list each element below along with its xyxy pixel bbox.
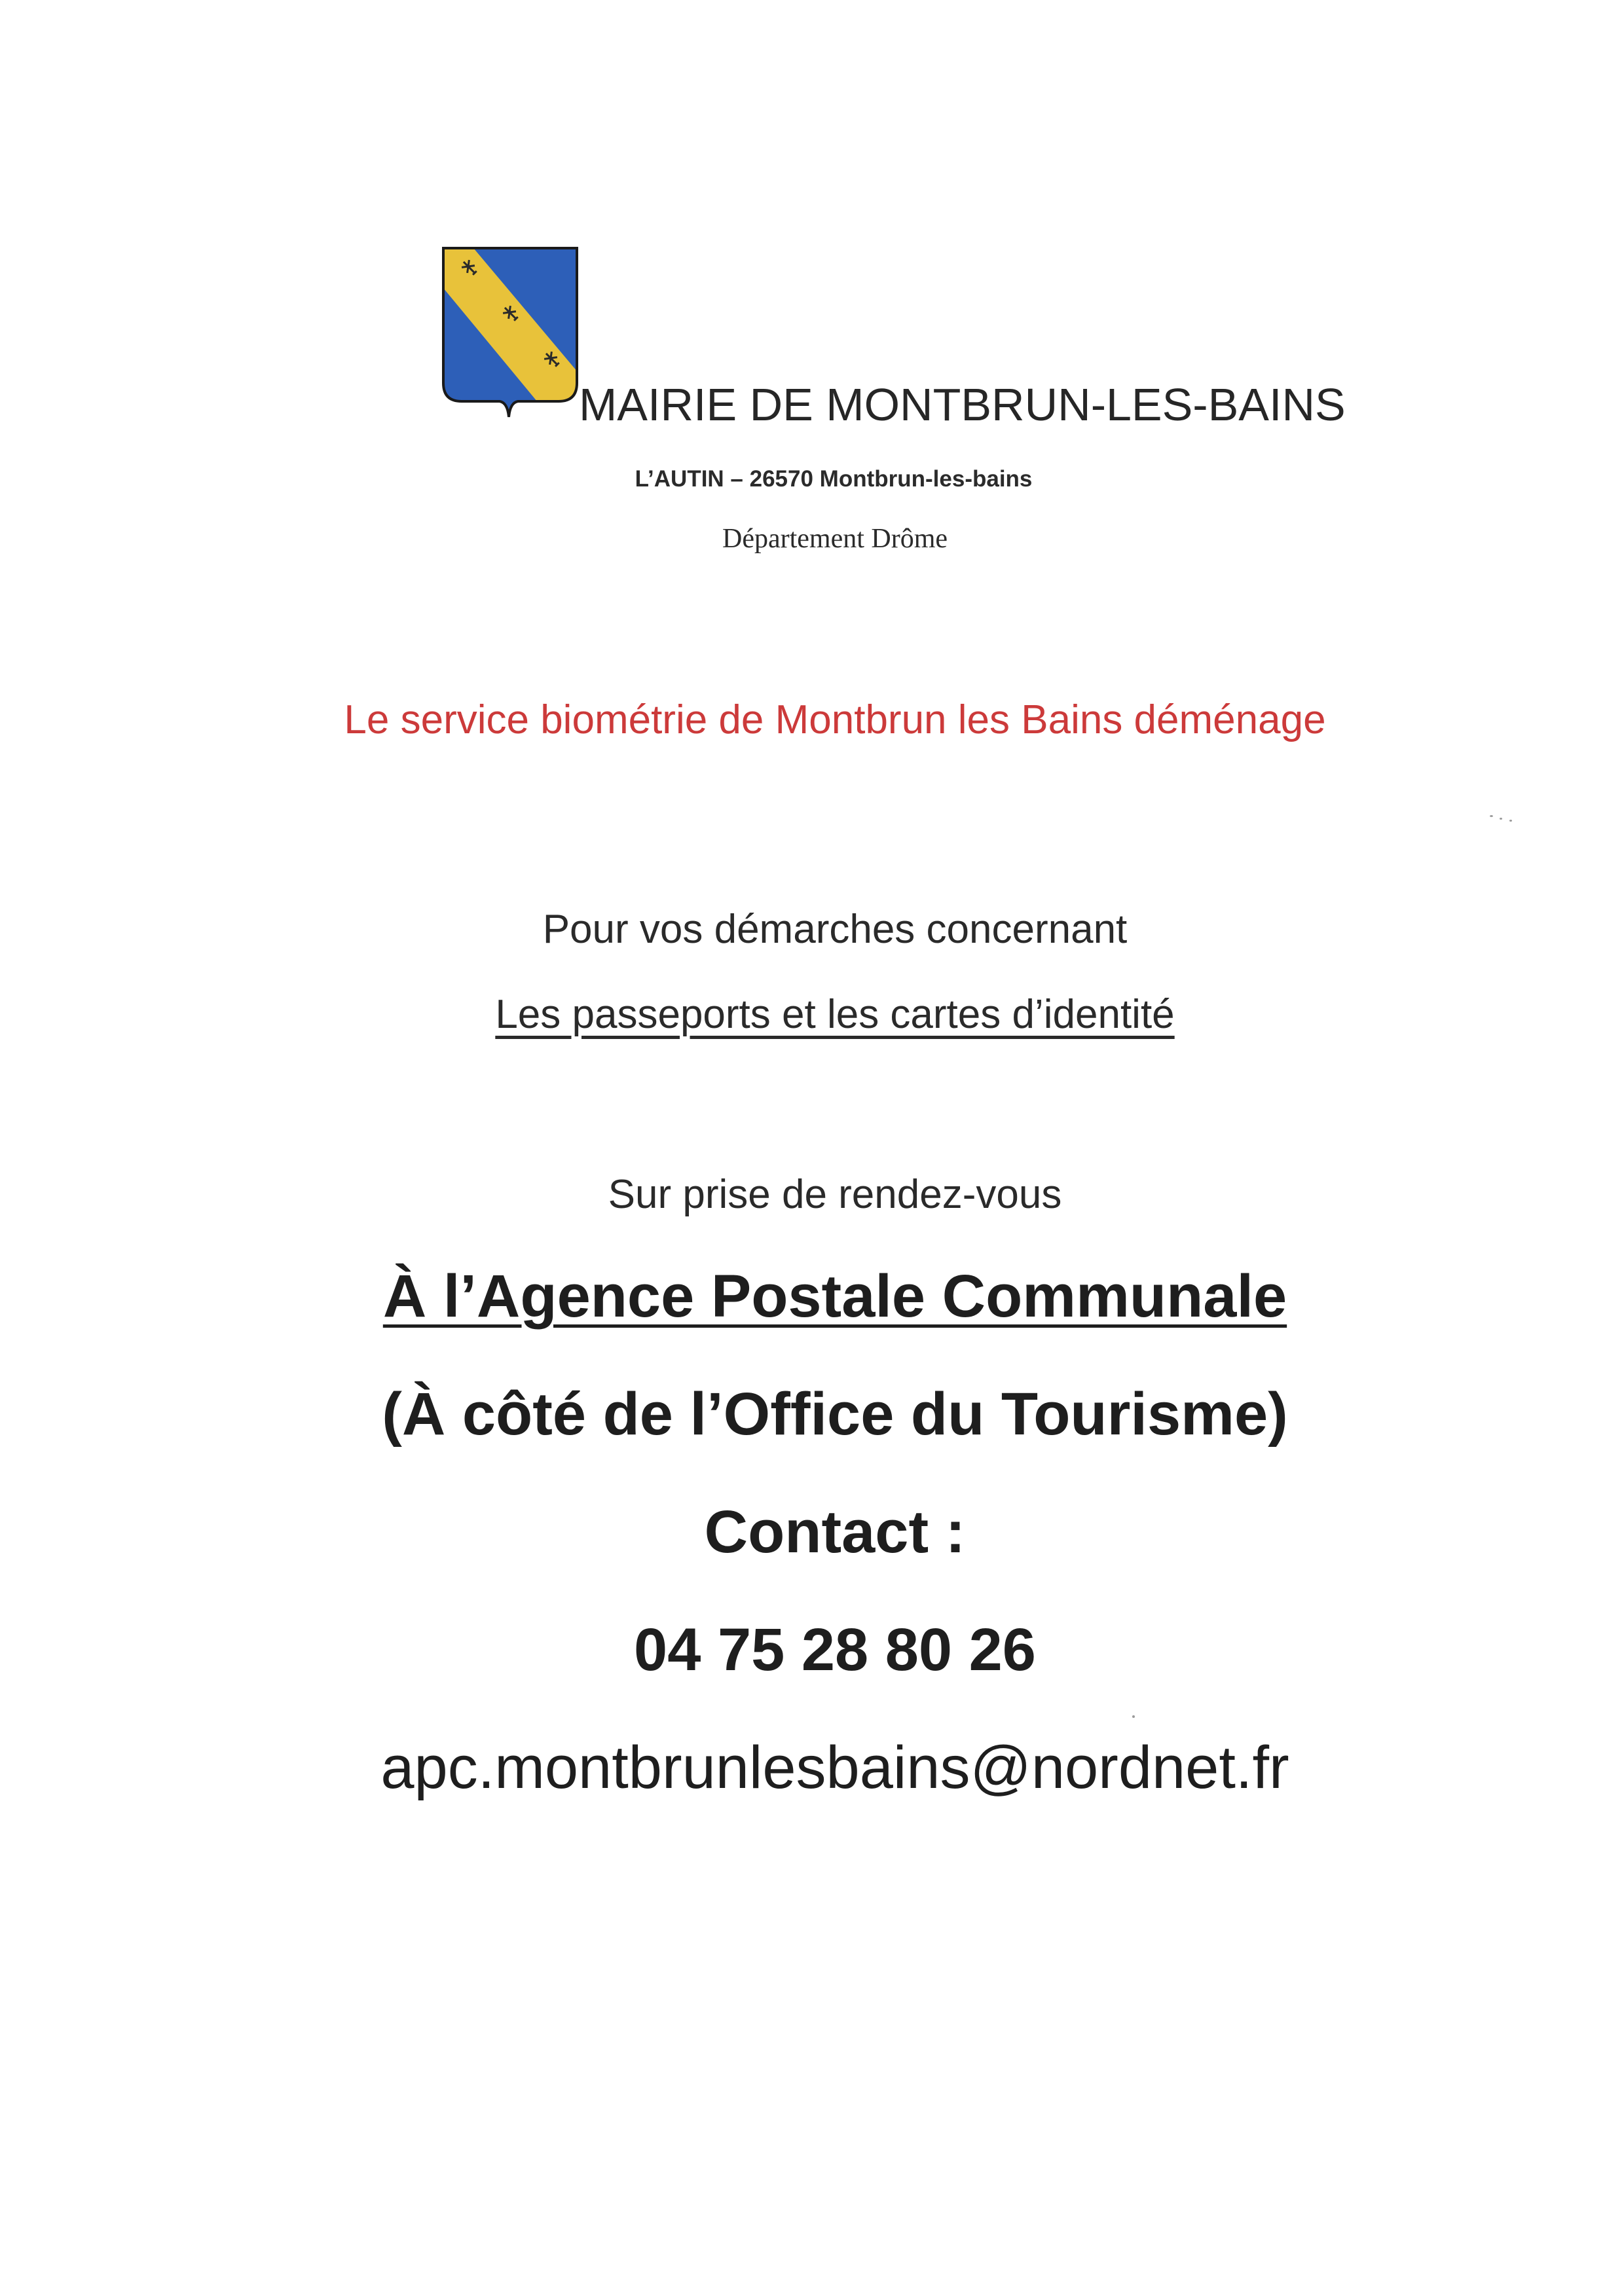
documents-label: Les passeports et les cartes d’identité <box>495 992 1175 1037</box>
location-label: À l’Agence Postale Communale <box>382 1263 1287 1330</box>
email-address: apc.montbrunlesbains@nordnet.fr <box>380 1734 1289 1801</box>
scan-speck <box>1490 815 1493 817</box>
appointment-text: Sur prise de rendez-vous <box>608 1172 1062 1217</box>
mairie-title: MAIRIE DE MONTBRUN-LES-BAINS <box>579 379 1346 430</box>
contact-label: Contact : <box>704 1499 966 1565</box>
coat-of-arms-icon <box>441 246 580 422</box>
phone-number: 04 75 28 80 26 <box>634 1616 1036 1683</box>
department-label: Département Drôme <box>722 524 948 554</box>
documents-text <box>0 982 1624 1048</box>
intro-text: Pour vos démarches concernant <box>542 907 1128 952</box>
scan-speck <box>1509 820 1512 822</box>
mairie-address: L’AUTIN – 26570 Montbrun-les-bains <box>635 466 1033 492</box>
scan-speck <box>1132 1715 1135 1718</box>
location-heading <box>0 1254 1624 1339</box>
location-detail: (À côté de l’Office du Tourisme) <box>382 1381 1288 1448</box>
announcement-heading: Le service biométrie de Montbrun les Bains déménage <box>344 697 1326 742</box>
scan-speck <box>1500 818 1502 820</box>
